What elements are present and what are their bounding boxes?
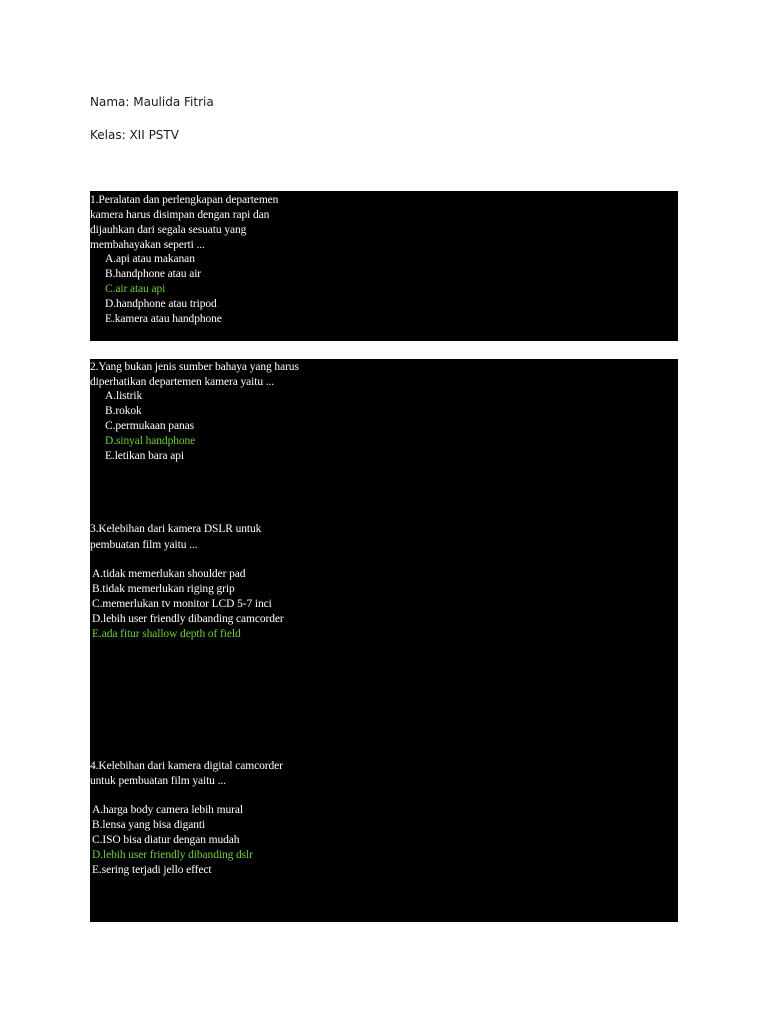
question-3-option-b: B.tidak memerlukan riging grip [92, 583, 235, 595]
question-2-option-d: D.sinyal handphone [105, 435, 196, 447]
question-2-line-2: diperhatikan departemen kamera yaitu ... [90, 376, 275, 388]
question-4-option-c: C.ISO bisa diatur dengan mudah [92, 834, 240, 846]
question-1-line-1: 1.Peralatan dan perlengkapan departemen [90, 194, 279, 206]
question-1-option-a: A.api atau makanan [105, 253, 195, 265]
question-2-option-e: E.letikan bara api [105, 450, 184, 462]
question-3-option-d: D.lebih user friendly dibanding camcorder [92, 613, 284, 625]
question-2-option-a: A.listrik [105, 390, 143, 402]
question-2-option-b: B.rokok [105, 405, 142, 417]
question-panel-1 [90, 191, 678, 341]
question-2-line-1: 2.Yang bukan jenis sumber bahaya yang harus [90, 361, 299, 373]
question-1-option-c: C.air atau api [105, 283, 166, 295]
question-1-option-b: B.handphone atau air [105, 268, 202, 280]
question-1-line-4: membahayakan seperti ... [90, 239, 205, 251]
question-3-line-2: pembuatan film yaitu ... [90, 539, 198, 551]
question-3-option-e: E.ada fitur shallow depth of field [92, 628, 241, 640]
question-1-option-d: D.handphone atau tripod [105, 298, 217, 310]
student-class: Kelas: XII PSTV [90, 128, 179, 142]
question-4-option-e: E.sering terjadi jello effect [92, 864, 212, 876]
question-2-option-c: C.permukaan panas [105, 420, 194, 432]
question-4-line-1: 4.Kelebihan dari kamera digital camcorder [90, 760, 283, 772]
question-4-line-2: untuk pembuatan film yaitu ... [90, 775, 226, 787]
question-1-line-3: dijauhkan dari segala sesuatu yang [90, 224, 247, 236]
question-3-line-1: 3.Kelebihan dari kamera DSLR untuk [90, 523, 262, 535]
question-1-line-2: kamera harus disimpan dengan rapi dan [90, 209, 270, 221]
question-3-option-c: C.memerlukan tv monitor LCD 5-7 inci [92, 598, 272, 610]
question-1-option-e: E.kamera atau handphone [105, 313, 222, 325]
question-panel-2 [90, 359, 678, 922]
question-4-option-b: B.lensa yang bisa diganti [92, 819, 206, 831]
question-4-option-a: A.harga body camera lebih mural [92, 804, 243, 816]
student-name: Nama: Maulida Fitria [90, 95, 214, 109]
question-3-option-a: A.tidak memerlukan shoulder pad [92, 568, 246, 580]
question-4-option-d: D.lebih user friendly dibanding dslr [92, 849, 253, 861]
